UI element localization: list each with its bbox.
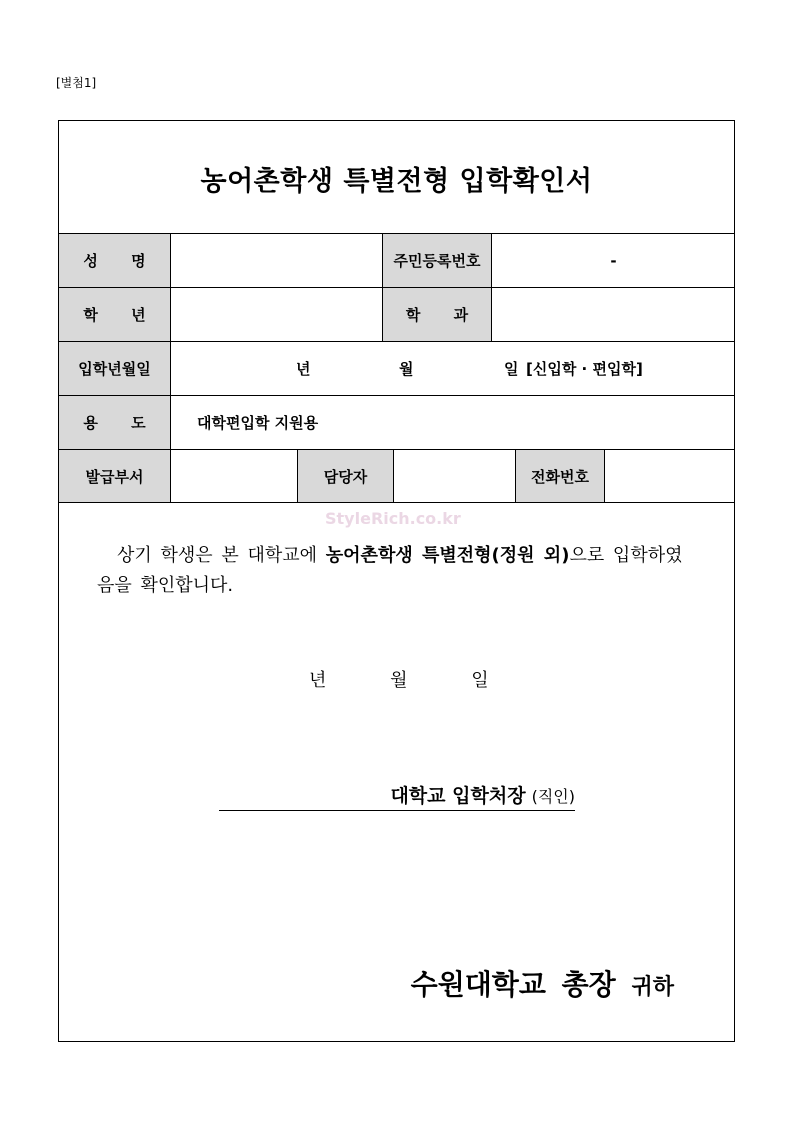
phone-label: 전화번호 bbox=[516, 450, 604, 502]
phone-field[interactable] bbox=[605, 450, 735, 502]
purpose-value: 대학편입학 지원용 bbox=[197, 414, 319, 432]
rrn-label: 주민등록번호 bbox=[383, 234, 491, 287]
grade-field[interactable] bbox=[171, 288, 382, 341]
issuer-label: 발급부서 bbox=[59, 450, 170, 502]
admission-date-label: 입학년월일 bbox=[59, 342, 170, 395]
signature-line: 대학교 입학처장 (직인) bbox=[219, 781, 575, 811]
day-unit: 일 bbox=[504, 360, 519, 378]
issue-date: 년 월 일 bbox=[309, 670, 489, 691]
dept-label: 학 과 bbox=[383, 288, 491, 341]
month-unit: 월 bbox=[399, 360, 414, 378]
grade-label: 학 년 bbox=[59, 288, 170, 341]
rrn-field[interactable]: - bbox=[610, 251, 617, 270]
purpose-label: 용 도 bbox=[59, 396, 170, 449]
certificate-frame bbox=[58, 120, 735, 1042]
manager-label: 담당자 bbox=[298, 450, 393, 502]
confirmation-statement: 상기 학생은 본 대학교에 농어촌학생 특별전형(정원 외)으로 입학하였음을 확인합니다. bbox=[97, 545, 683, 596]
attachment-label: [별첨1] bbox=[56, 76, 97, 90]
issuer-field[interactable] bbox=[171, 450, 297, 502]
name-field[interactable] bbox=[171, 234, 382, 287]
document-title: 농어촌학생 특별전형 입학확인서 bbox=[200, 166, 593, 197]
admission-date-field[interactable] bbox=[171, 342, 735, 395]
watermark: StyleRich.co.kr bbox=[325, 509, 461, 528]
manager-field[interactable] bbox=[394, 450, 515, 502]
admission-type: [신입학 · 편입학] bbox=[526, 360, 643, 378]
recipient: 수원대학교 총장 귀하 bbox=[410, 968, 674, 1001]
dept-field[interactable] bbox=[492, 288, 735, 341]
year-unit: 년 bbox=[296, 360, 311, 378]
name-label: 성 명 bbox=[59, 234, 170, 287]
